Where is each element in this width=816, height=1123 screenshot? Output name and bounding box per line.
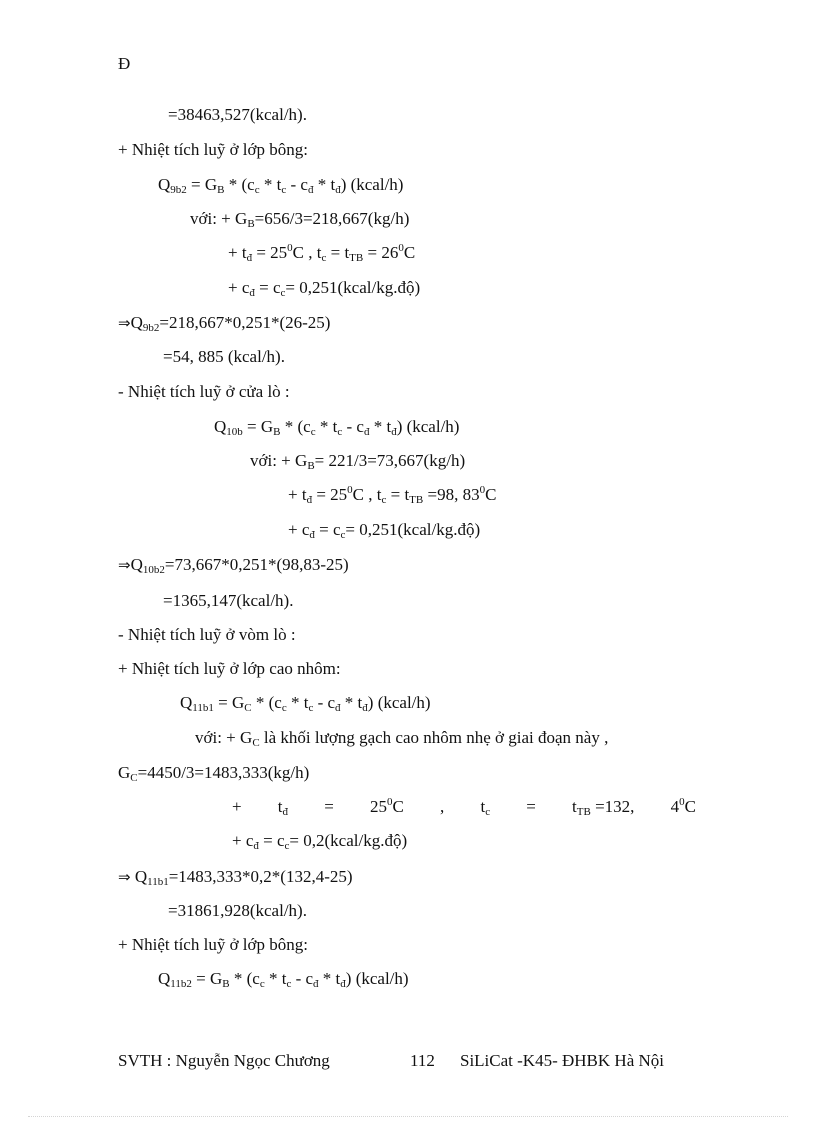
heading-kiln-door: - Nhiệt tích luỹ ở cửa lò : <box>118 382 290 401</box>
implies-arrow-icon: ⇒ <box>118 314 131 332</box>
heading-alumina-layer: + Nhiệt tích luỹ ở lớp cao nhôm: <box>118 659 341 678</box>
footer-institution: SiLiCat -K45- ĐHBK Hà Nội <box>460 1051 664 1070</box>
calc-q10b2: $\Rightarrow Q_{10b2}=73,667*0,251*(98,83-25)$ <box>118 555 349 576</box>
footer-author: SVTH : Nguyễn Ngọc Chương <box>118 1051 330 1070</box>
given-temperatures-2: + $t_đ = 25^0C$ , $t_c = t_{TB} =98$, $83^0C$ <box>288 484 497 506</box>
heading-insulation-layer-2: + Nhiệt tích luỹ ở lớp bông: <box>118 935 308 954</box>
calc-q9b2: $\Rightarrow Q_{9b2}=218,667*0,251*(26-25)$ <box>118 313 331 334</box>
given-mass-gc-description: với: + $G_C$ là khối lượng gạch cao nhôm nhẹ ở giai đoạn này , <box>195 728 609 749</box>
given-temperatures-1: + $t_đ = 25^0C$ , $t_c = t_{TB} = 26^0C$ <box>228 242 416 264</box>
formula-q10b: $Q_{10b} = G_B * (c_c * t_c - c_đ * t_đ)$ (kcal/h) <box>214 417 460 438</box>
implies-arrow-icon: ⇒ <box>118 556 131 574</box>
heading-kiln-vault: - Nhiệt tích luỹ ở vòm lò : <box>118 625 296 644</box>
result-line-1: =38463,527(kcal/h). <box>168 105 307 124</box>
given-mass-gc-value: $G_C=4450/3=1483,333(kg/h)$ <box>118 763 310 784</box>
page-bottom-divider <box>28 1116 788 1117</box>
given-temperatures-3: + $t_đ$ = $25^0C$ , $t_c$ = $t_{TB} =132$, $4^0C$ <box>232 796 696 818</box>
given-specific-heat-3: + $c_đ = c_c=$ 0,2(kcal/kg.độ) <box>232 831 408 852</box>
implies-arrow-icon: ⇒ <box>118 868 131 886</box>
given-specific-heat-1: + $c_đ = c_c=$ 0,251(kcal/kg.độ) <box>228 278 421 299</box>
given-mass-gb-1: với: + $G_B=656/3=218,667(kg/h)$ <box>190 209 410 230</box>
formula-q11b1: $Q_{11b1} = G_C * (c_c * t_c - c_đ * t_đ)$ (kcal/h) <box>180 693 431 714</box>
heading-insulation-layer-1: + Nhiệt tích luỹ ở lớp bông: <box>118 140 308 159</box>
formula-q9b2: $Q_{9b2} = G_B * (c_c * t_c - c_đ * t_đ)$ (kcal/h) <box>158 175 404 196</box>
result-line-4: =31861,928(kcal/h). <box>168 901 307 920</box>
footer-page-number: 112 <box>410 1051 435 1070</box>
calc-q11b1: ⇒ $Q_{11b1}=1483,333*0,2*(132,4-25)$ <box>118 867 353 888</box>
header-mark: Đ <box>118 54 131 73</box>
result-line-3: =1365,147(kcal/h). <box>163 591 294 610</box>
result-line-2: =54, 885 (kcal/h). <box>163 347 285 366</box>
given-mass-gb-2: với: + $G_B= 221/3=73,667(kg/h)$ <box>250 451 466 472</box>
formula-q11b2: $Q_{11b2} = G_B * (c_c * t_c - c_đ * t_đ)$ (kcal/h) <box>158 969 409 990</box>
given-specific-heat-2: + $c_đ = c_c=$ 0,251(kcal/kg.độ) <box>288 520 481 541</box>
